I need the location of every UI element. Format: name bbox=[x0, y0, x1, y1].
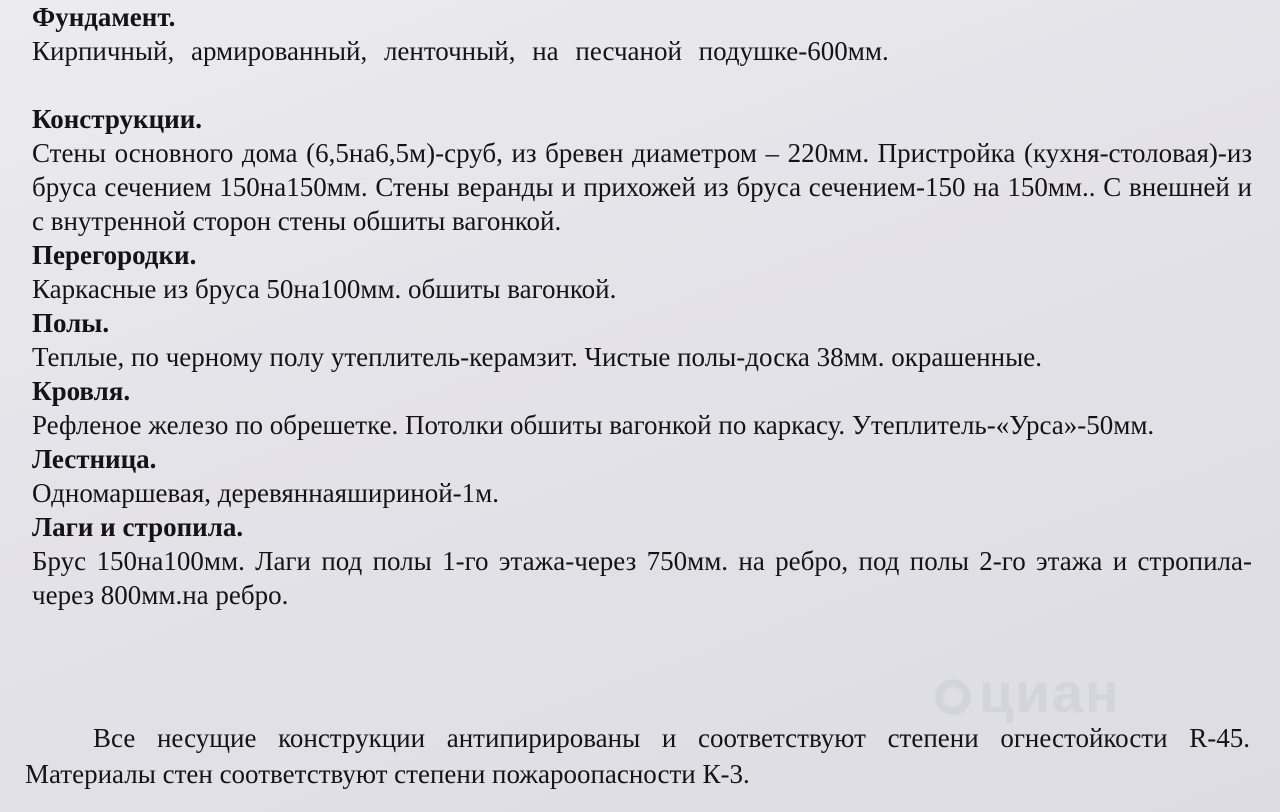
section-text-structures: Стены основного дома (6,5на6,5м)-сруб, из бревен диаметром – 220мм. Пристройка (кухня-столовая)-из бруса сечением 150на150мм. Стены веранды и прихожей из бруса сечением-150 на 150мм.. С внешней и с внутренной сторон стены обшиты вагонкой. bbox=[32, 138, 1252, 236]
closing-paragraph: Все несущие конструкции антипирированы и соответствуют степени огнестойкости R-45. Материалы стен соответствуют степени пожароопасности К-3. bbox=[25, 723, 1250, 789]
section-title-structures: Конструкции. bbox=[32, 104, 203, 134]
watermark-logo bbox=[935, 660, 1121, 725]
section-text-foundation: Кирпичный, армированный, ленточный, на песчаной подушке-600мм. bbox=[32, 36, 889, 66]
section-text-partitions: Каркасные из бруса 50на100мм. обшиты вагонкой. bbox=[32, 274, 617, 304]
watermark-icon bbox=[935, 679, 971, 715]
section-title-partitions: Перегородки. bbox=[32, 240, 197, 270]
spacer bbox=[32, 68, 1252, 102]
document-page bbox=[32, 0, 1252, 612]
section-title-roof: Кровля. bbox=[32, 376, 131, 406]
section-title-foundation: Фундамент. bbox=[32, 2, 176, 32]
section-text-stairs: Одномаршевая, деревяннаяшириной-1м. bbox=[32, 478, 500, 508]
section-text-roof: Рефленое железо по обрешетке. Потолки обшиты вагонкой по каркасу. Утеплитель-«Урса»-50мм. bbox=[32, 410, 1155, 440]
section-title-stairs: Лестница. bbox=[32, 444, 157, 474]
section-text-floors: Теплые, по черному полу утеплитель-керамзит. Чистые полы-доска 38мм. окрашенные. bbox=[32, 342, 1042, 372]
watermark-text: циан bbox=[979, 661, 1121, 724]
section-text-joists: Брус 150на100мм. Лаги под полы 1-го этажа-через 750мм. на ребро, под полы 2-го этажа и стропила-через 800мм.на ребро. bbox=[32, 546, 1252, 610]
section-title-joists: Лаги и стропила. bbox=[32, 512, 244, 542]
section-title-floors: Полы. bbox=[32, 308, 110, 338]
